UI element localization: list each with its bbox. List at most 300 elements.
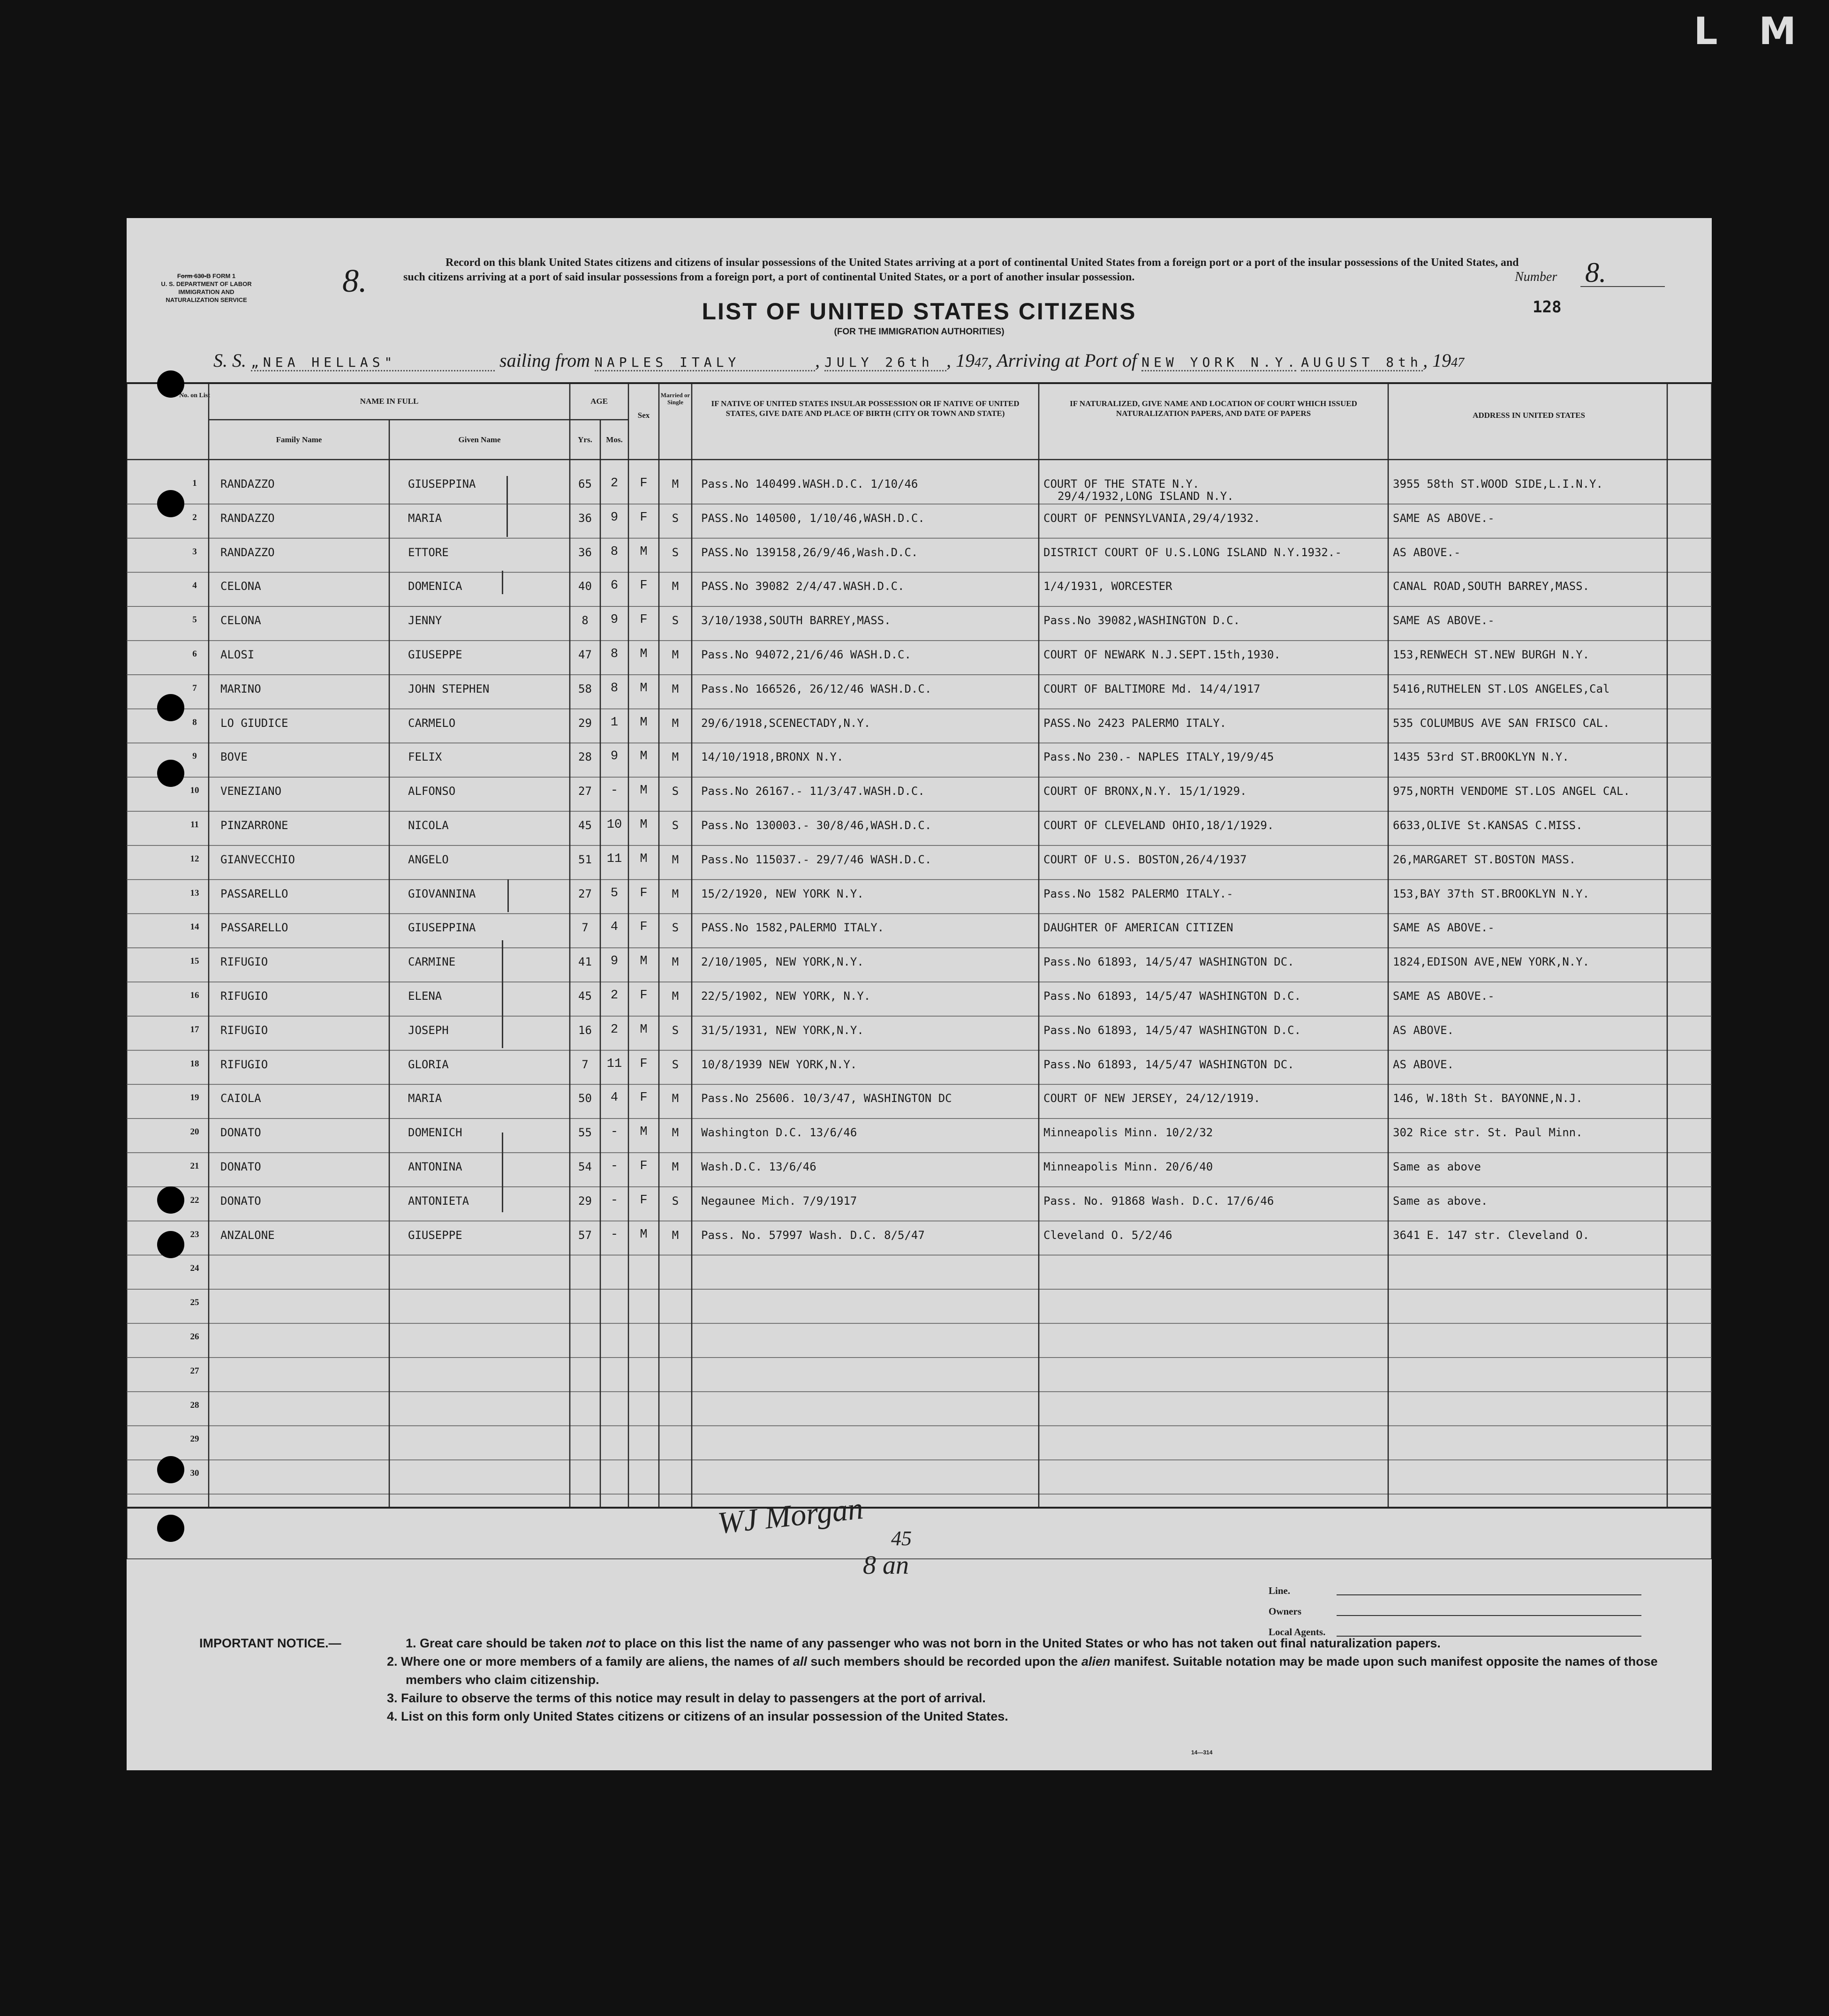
- page-subtitle: (FOR THE IMMIGRATION AUTHORITIES): [834, 327, 1005, 337]
- naturalization-info: COURT OF NEWARK N.J.SEPT.15th,1930.: [1043, 648, 1281, 661]
- given-name: JOHN STEPHEN: [408, 682, 490, 695]
- notice-1-em: not: [586, 1636, 606, 1650]
- family-name: RANDAZZO: [220, 545, 275, 559]
- row-number: 6: [192, 649, 197, 659]
- row-number: 17: [190, 1024, 199, 1034]
- row-number: 13: [190, 888, 199, 898]
- family-name: ALOSI: [220, 648, 255, 661]
- age-months: 4: [610, 1091, 619, 1105]
- birth-info: 14/10/1918,BRONX N.Y.: [701, 750, 844, 764]
- age-years: 41: [578, 955, 592, 969]
- owners-label: Owners: [1269, 1606, 1301, 1617]
- family-name: CELONA: [220, 580, 261, 593]
- given-name: GIUSEPPE: [408, 648, 462, 661]
- naturalization-info: COURT OF BRONX,N.Y. 15/1/1929.: [1043, 785, 1247, 798]
- age-years: 27: [578, 887, 592, 900]
- row-number: 23: [190, 1229, 199, 1239]
- row-number: 27: [190, 1366, 199, 1376]
- family-name: PINZARRONE: [220, 819, 288, 832]
- footer-code: 14—314: [1191, 1749, 1213, 1756]
- year-prefix-1: 19: [956, 350, 975, 371]
- family-name: GIANVECCHIO: [220, 853, 295, 866]
- sex: F: [640, 1159, 648, 1173]
- marital-status: M: [672, 1160, 679, 1173]
- header-mos: Mos.: [606, 435, 623, 444]
- age-months: 4: [610, 920, 619, 935]
- signature-note-time: 8 an: [863, 1551, 909, 1580]
- given-name: ALFONSO: [408, 785, 456, 798]
- age-months: -: [610, 1227, 619, 1242]
- line-label: Line.: [1269, 1585, 1291, 1596]
- notice-2-c: manifest. Suitable notation may be made upon such manifest opposite the names of those members who claim citizenship.: [406, 1654, 1658, 1687]
- birth-info: PASS.No 39082 2/4/47.WASH.D.C.: [701, 580, 905, 593]
- header-married-single: Married or Single: [660, 392, 690, 406]
- age-years: 54: [578, 1160, 592, 1173]
- corner-mark: L M: [1693, 9, 1810, 53]
- row-number: 22: [190, 1195, 199, 1205]
- row-number: 12: [190, 853, 199, 864]
- age-months: -: [610, 784, 619, 798]
- row-number: 15: [190, 956, 199, 966]
- agents-label: Local Agents.: [1269, 1626, 1326, 1638]
- sex: M: [640, 1022, 648, 1037]
- us-address: 3955 58th ST.WOOD SIDE,L.I.N.Y.: [1393, 477, 1603, 491]
- age-months: 8: [610, 544, 619, 559]
- naturalization-info: Pass.No 39082,WASHINGTON D.C.: [1043, 614, 1240, 627]
- us-address: CANAL ROAD,SOUTH BARREY,MASS.: [1393, 580, 1590, 593]
- family-name: DONATO: [220, 1126, 261, 1140]
- number-label: Number: [1515, 270, 1557, 284]
- age-years: 55: [578, 1126, 592, 1140]
- row-number: 10: [190, 785, 199, 796]
- age-years: 16: [578, 1023, 592, 1037]
- age-years: 29: [578, 716, 592, 730]
- us-address: Same as above: [1393, 1160, 1481, 1173]
- age-months: -: [610, 1193, 619, 1208]
- birth-info: Pass.No 94072,21/6/46 WASH.D.C.: [701, 648, 911, 661]
- age-years: 27: [578, 785, 592, 798]
- sex: M: [640, 749, 648, 764]
- marital-status: S: [672, 511, 679, 525]
- notice-1-b: to place on this list the name of any passenger who was not born in the United States or who has not taken out final naturalization papers.: [605, 1636, 1441, 1650]
- family-bracket: [502, 1133, 505, 1212]
- naturalization-info: COURT OF BALTIMORE Md. 14/4/1917: [1043, 682, 1261, 695]
- binder-hole: [157, 1515, 184, 1542]
- family-name: DONATO: [220, 1194, 261, 1208]
- age-years: 36: [578, 511, 592, 525]
- row-number: 9: [192, 751, 197, 762]
- age-years: 7: [582, 1057, 589, 1071]
- given-name: GIOVANNINA: [408, 887, 476, 900]
- sex: M: [640, 715, 648, 730]
- row-number: 25: [190, 1298, 199, 1308]
- notice-2-em1: all: [793, 1654, 807, 1669]
- binder-hole: [157, 694, 184, 721]
- notice-2-b: such members should be recorded upon the: [807, 1654, 1081, 1669]
- family-name: CELONA: [220, 614, 261, 627]
- table-grid-lines: [127, 382, 1712, 1559]
- owners-underline: [1337, 1615, 1641, 1616]
- marital-status: M: [672, 1126, 679, 1140]
- sailing-label: sailing from: [499, 350, 590, 371]
- age-years: 51: [578, 853, 592, 866]
- marital-status: S: [672, 1057, 679, 1071]
- given-name: MARIA: [408, 511, 442, 525]
- marital-status: M: [672, 1228, 679, 1242]
- naturalization-info: Pass. No. 91868 Wash. D.C. 17/6/46: [1043, 1194, 1274, 1208]
- naturalization-info: Pass.No 1582 PALERMO ITALY.-: [1043, 887, 1233, 900]
- age-months: 11: [606, 852, 622, 866]
- inspector-signature: WJ Morgan: [716, 1491, 865, 1541]
- row-number: 5: [192, 615, 197, 625]
- birth-info: Pass.No 115037.- 29/7/46 WASH.D.C.: [701, 853, 932, 866]
- us-address: 153,BAY 37th ST.BROOKLYN N.Y.: [1393, 887, 1590, 900]
- family-name: MARINO: [220, 682, 261, 695]
- birth-info: 31/5/1931, NEW YORK,N.Y.: [701, 1023, 864, 1037]
- birth-info: PASS.No 140500, 1/10/46,WASH.D.C.: [701, 511, 925, 525]
- family-bracket: [502, 940, 505, 1048]
- age-years: 58: [578, 682, 592, 695]
- family-bracket: [507, 879, 511, 912]
- serial-number: 128: [1533, 298, 1562, 317]
- given-name: JOSEPH: [408, 1023, 449, 1037]
- date-from: JULY 26th: [824, 355, 946, 371]
- birth-info: 2/10/1905, NEW YORK,N.Y.: [701, 955, 864, 969]
- age-months: 1: [610, 715, 619, 730]
- birth-info: Pass.No 130003.- 30/8/46,WASH.D.C.: [701, 819, 932, 832]
- row-number: 28: [190, 1400, 199, 1410]
- us-address: AS ABOVE.: [1393, 1023, 1454, 1037]
- age-months: 9: [610, 749, 619, 764]
- marital-status: S: [672, 1023, 679, 1037]
- family-name: RIFUGIO: [220, 955, 268, 969]
- marital-status: M: [672, 955, 679, 969]
- marital-status: M: [672, 887, 679, 900]
- birth-info: PASS.No 1582,PALERMO ITALY.: [701, 921, 884, 935]
- birth-info: Wash.D.C. 13/6/46: [701, 1160, 816, 1173]
- age-months: 8: [610, 647, 619, 661]
- ship-name: „NEA HELLAS": [251, 355, 495, 371]
- family-name: RIFUGIO: [220, 1057, 268, 1071]
- intro-text: Record on this blank United States citizens and citizens of insular possessions of the United States arriving at a port of continental United States from a foreign port or a port of the insular possessions of the United States, and such citizens arriving at a port of said insular possessions from a foreign port, a port of continental United States, or a port of another insular possession.: [403, 257, 1519, 283]
- naturalization-info: Pass.No 61893, 14/5/47 WASHINGTON D.C.: [1043, 989, 1301, 1003]
- birth-info: Negaunee Mich. 7/9/1917: [701, 1194, 857, 1208]
- row-number: 26: [190, 1332, 199, 1342]
- birth-info: 29/6/1918,SCENECTADY,N.Y.: [701, 716, 871, 730]
- page-title: LIST OF UNITED STATES CITIZENS: [702, 298, 1137, 325]
- naturalization-info: DISTRICT COURT OF U.S.LONG ISLAND N.Y.1932.-: [1043, 545, 1342, 559]
- given-name: GIUSEPPINA: [408, 921, 476, 935]
- notice-lead: IMPORTANT NOTICE.—: [199, 1636, 341, 1650]
- binder-hole: [157, 760, 184, 787]
- age-months: 2: [610, 476, 619, 491]
- row-number: 2: [192, 512, 197, 522]
- birth-info: Pass.No 25606. 10/3/47, WASHINGTON DC: [701, 1092, 952, 1105]
- birth-info: Pass. No. 57997 Wash. D.C. 8/5/47: [701, 1228, 925, 1242]
- marital-status: M: [672, 477, 679, 491]
- us-address: SAME AS ABOVE.-: [1393, 921, 1495, 935]
- age-months: 9: [610, 954, 619, 969]
- birth-info: 10/8/1939 NEW YORK,N.Y.: [701, 1057, 857, 1071]
- us-address: 26,MARGARET ST.BOSTON MASS.: [1393, 853, 1576, 866]
- us-address: SAME AS ABOVE.-: [1393, 511, 1495, 525]
- age-months: 11: [606, 1057, 622, 1071]
- age-years: 29: [578, 1194, 592, 1208]
- family-name: VENEZIANO: [220, 785, 282, 798]
- marital-status: M: [672, 1092, 679, 1105]
- header-age: AGE: [590, 397, 608, 406]
- voyage-line: S. S. „NEA HELLAS" sailing from NAPLES ITALY , JULY 26th , 1947, Arriving at Port of NEW YORK N.Y. AUGUST 8th, 1947: [213, 350, 1465, 371]
- header-yrs: Yrs.: [578, 435, 592, 444]
- age-years: 65: [578, 477, 592, 491]
- sex: F: [640, 989, 648, 1003]
- line-underline: [1337, 1594, 1641, 1595]
- row-number: 1: [192, 478, 197, 488]
- given-name: NICOLA: [408, 819, 449, 832]
- year-1: 47: [975, 355, 988, 370]
- birth-info: 3/10/1938,SOUTH BARREY,MASS.: [701, 614, 891, 627]
- age-months: 5: [610, 886, 619, 900]
- row-number: 7: [192, 683, 197, 693]
- given-name: GLORIA: [408, 1057, 449, 1071]
- us-address: 302 Rice str. St. Paul Minn.: [1393, 1126, 1583, 1140]
- binder-hole: [157, 490, 184, 517]
- row-number: 3: [192, 546, 197, 557]
- ss-label: S. S.: [213, 350, 246, 371]
- port-to: NEW YORK N.Y.: [1141, 355, 1296, 371]
- row-number: 16: [190, 990, 199, 1000]
- manifest-table: [127, 382, 1712, 1559]
- signature-note-count: 45: [891, 1527, 912, 1550]
- port-from: NAPLES ITALY: [595, 355, 815, 371]
- date-to: AUGUST 8th: [1301, 355, 1423, 371]
- family-name: PASSARELLO: [220, 921, 288, 935]
- notice-2-em2: alien: [1081, 1654, 1111, 1669]
- us-address: 6633,OLIVE St.KANSAS C.MISS.: [1393, 819, 1583, 832]
- row-number: 4: [192, 581, 197, 591]
- us-address: 535 COLUMBUS AVE SAN FRISCO CAL.: [1393, 716, 1610, 730]
- age-months: 8: [610, 681, 619, 695]
- department-label: U. S. DEPARTMENT OF LABOR: [161, 280, 252, 287]
- naturalization-info-line2: 29/4/1932,LONG ISLAND N.Y.: [1058, 490, 1234, 503]
- age-years: 40: [578, 580, 592, 593]
- us-address: 3641 E. 147 str. Cleveland O.: [1393, 1228, 1590, 1242]
- naturalization-info: COURT OF PENNSYLVANIA,29/4/1932.: [1043, 511, 1261, 525]
- naturalization-info: Pass.No 61893, 14/5/47 WASHINGTON DC.: [1043, 1057, 1294, 1071]
- service-label: IMMIGRATION AND NATURALIZATION SERVICE: [166, 288, 247, 303]
- sex: F: [640, 476, 648, 491]
- sex: F: [640, 1091, 648, 1105]
- family-name: CAIOLA: [220, 1092, 261, 1105]
- marital-status: M: [672, 853, 679, 866]
- sex: M: [640, 818, 648, 832]
- family-bracket: [506, 476, 510, 537]
- binder-hole: [157, 1231, 184, 1258]
- family-name: BOVE: [220, 750, 248, 764]
- age-years: 7: [582, 921, 589, 935]
- row-number: 30: [190, 1468, 199, 1479]
- us-address: 146, W.18th St. BAYONNE,N.J.: [1393, 1092, 1583, 1105]
- year-2: 47: [1451, 355, 1465, 370]
- us-address: 5416,RUTHELEN ST.LOS ANGELES,Cal: [1393, 682, 1610, 695]
- family-name: RIFUGIO: [220, 1023, 268, 1037]
- signature-note: [863, 1526, 912, 1580]
- header-no-on-list: No. on List: [179, 392, 210, 399]
- header-name-in-full: NAME IN FULL: [360, 397, 419, 406]
- us-address: SAME AS ABOVE.-: [1393, 989, 1495, 1003]
- row-number: 18: [190, 1058, 199, 1069]
- marital-status: S: [672, 921, 679, 935]
- given-name: CARMELO: [408, 716, 456, 730]
- number-value: 8.: [1585, 257, 1606, 288]
- marital-status: M: [672, 989, 679, 1003]
- marital-status: S: [672, 545, 679, 559]
- age-years: 8: [582, 614, 589, 627]
- naturalization-info: COURT OF CLEVELAND OHIO,18/1/1929.: [1043, 819, 1274, 832]
- naturalization-info: Cleveland O. 5/2/46: [1043, 1228, 1172, 1242]
- age-years: 28: [578, 750, 592, 764]
- important-notice: [199, 1634, 1658, 1726]
- binder-hole: [157, 1186, 184, 1214]
- row-number: 8: [192, 717, 197, 727]
- us-address: AS ABOVE.: [1393, 1057, 1454, 1071]
- age-years: 50: [578, 1092, 592, 1105]
- year-prefix-2: 19: [1432, 350, 1451, 371]
- sex: F: [640, 886, 648, 900]
- given-name: ANGELO: [408, 853, 449, 866]
- notice-4: 4. List on this form only United States citizens or citizens of an insular possession of the United States.: [387, 1709, 1008, 1723]
- age-months: -: [610, 1125, 619, 1140]
- sex: F: [640, 510, 648, 525]
- age-years: 45: [578, 819, 592, 832]
- notice-2-a: 2. Where one or more members of a family are aliens, the names of: [387, 1654, 793, 1669]
- birth-info: Pass.No 166526, 26/12/46 WASH.D.C.: [701, 682, 932, 695]
- handwritten-form-number: 8.: [342, 263, 367, 299]
- age-years: 45: [578, 989, 592, 1003]
- birth-info: Washington D.C. 13/6/46: [701, 1126, 857, 1140]
- age-years: 36: [578, 545, 592, 559]
- us-address: 153,RENWECH ST.NEW BURGH N.Y.: [1393, 648, 1590, 661]
- us-address: 1435 53rd ST.BROOKLYN N.Y.: [1393, 750, 1569, 764]
- row-number: 21: [190, 1161, 199, 1171]
- sex: F: [640, 613, 648, 627]
- naturalization-info: Minneapolis Minn. 20/6/40: [1043, 1160, 1213, 1173]
- age-months: 2: [610, 989, 619, 1003]
- age-months: 9: [610, 510, 619, 525]
- age-months: 6: [610, 579, 619, 593]
- naturalization-info: Pass.No 61893, 14/5/47 WASHINGTON DC.: [1043, 955, 1294, 969]
- binder-hole: [157, 370, 184, 398]
- row-number: 19: [190, 1093, 199, 1103]
- sex: F: [640, 1057, 648, 1071]
- us-address: AS ABOVE.-: [1393, 545, 1461, 559]
- marital-status: S: [672, 819, 679, 832]
- age-months: -: [610, 1159, 619, 1173]
- naturalization-info: DAUGHTER OF AMERICAN CITIZEN: [1043, 921, 1233, 935]
- naturalization-info: 1/4/1931, WORCESTER: [1043, 580, 1172, 593]
- age-months: 2: [610, 1022, 619, 1037]
- footer-labels: [1269, 1580, 1325, 1642]
- row-number: 24: [190, 1263, 199, 1274]
- age-months: 10: [606, 818, 622, 832]
- naturalization-info: PASS.No 2423 PALERMO ITALY.: [1043, 716, 1227, 730]
- family-bracket: [502, 571, 505, 594]
- birth-info: Pass.No 26167.- 11/3/47.WASH.D.C.: [701, 785, 925, 798]
- struck-form-number: Form 630-B: [177, 272, 211, 279]
- sex: F: [640, 920, 648, 935]
- birth-info: 22/5/1902, NEW YORK, N.Y.: [701, 989, 871, 1003]
- marital-status: M: [672, 682, 679, 695]
- row-number: 14: [190, 922, 199, 932]
- notice-1-a: 1. Great care should be taken: [406, 1636, 586, 1650]
- sex: F: [640, 1193, 648, 1208]
- naturalization-info: Pass.No 61893, 14/5/47 WASHINGTON D.C.: [1043, 1023, 1301, 1037]
- naturalization-info: Minneapolis Minn. 10/2/32: [1043, 1126, 1213, 1140]
- sex: M: [640, 852, 648, 866]
- birth-info: PASS.No 139158,26/9/46,Wash.D.C.: [701, 545, 918, 559]
- family-name: ANZALONE: [220, 1228, 275, 1242]
- number-underline: [1580, 286, 1665, 287]
- header-sex: Sex: [637, 411, 650, 420]
- us-address: SAME AS ABOVE.-: [1393, 614, 1495, 627]
- given-name: JENNY: [408, 614, 442, 627]
- naturalization-info: COURT OF U.S. BOSTON,26/4/1937: [1043, 853, 1247, 866]
- sex: M: [640, 681, 648, 695]
- family-name: DONATO: [220, 1160, 261, 1173]
- header-birth: IF NATIVE OF UNITED STATES INSULAR POSSESSION OR IF NATIVE OF UNITED STATES, GIVE DATE AND PLACE OF BIRTH (CITY OR TOWN AND STATE): [711, 399, 1020, 418]
- given-name: CARMINE: [408, 955, 456, 969]
- naturalization-info: COURT OF NEW JERSEY, 24/12/1919.: [1043, 1092, 1261, 1105]
- family-name: RIFUGIO: [220, 989, 268, 1003]
- naturalization-info: Pass.No 230.- NAPLES ITALY,19/9/45: [1043, 750, 1274, 764]
- header-naturalized: IF NATURALIZED, GIVE NAME AND LOCATION OF COURT WHICH ISSUED NATURALIZATION PAPERS, AND DATE OF PAPERS: [1070, 399, 1357, 418]
- age-years: 57: [578, 1228, 592, 1242]
- sex: M: [640, 544, 648, 559]
- given-name: ANTONINA: [408, 1160, 462, 1173]
- arriving-label: Arriving at Port of: [997, 350, 1137, 371]
- us-address: 1824,EDISON AVE,NEW YORK,N.Y.: [1393, 955, 1590, 969]
- family-name: RANDAZZO: [220, 511, 275, 525]
- given-name: GIUSEPPE: [408, 1228, 462, 1242]
- manifest-page: [127, 218, 1712, 1770]
- row-number: 29: [190, 1434, 199, 1444]
- given-name: ELENA: [408, 989, 442, 1003]
- age-months: 9: [610, 613, 619, 627]
- given-name: MARIA: [408, 1092, 442, 1105]
- sex: M: [640, 1125, 648, 1140]
- family-name: RANDAZZO: [220, 477, 275, 491]
- header-given-name: Given Name: [458, 435, 501, 444]
- us-address: Same as above.: [1393, 1194, 1488, 1208]
- sex: M: [640, 647, 648, 661]
- given-name: DOMENICH: [408, 1126, 462, 1140]
- header-family-name: Family Name: [276, 435, 322, 444]
- birth-info: Pass.No 140499.WASH.D.C. 1/10/46: [701, 477, 918, 491]
- sex: M: [640, 954, 648, 969]
- sex: M: [640, 784, 648, 798]
- marital-status: M: [672, 580, 679, 593]
- row-number: 11: [190, 820, 199, 830]
- sex: F: [640, 579, 648, 593]
- family-name: PASSARELLO: [220, 887, 288, 900]
- binder-hole: [157, 1456, 184, 1483]
- us-address: 975,NORTH VENDOME ST.LOS ANGEL CAL.: [1393, 785, 1630, 798]
- form-id: FORM 1: [212, 272, 236, 279]
- given-name: FELIX: [408, 750, 442, 764]
- row-number: 20: [190, 1127, 199, 1137]
- birth-info: 15/2/1920, NEW YORK N.Y.: [701, 887, 864, 900]
- header-address: ADDRESS IN UNITED STATES: [1473, 411, 1585, 420]
